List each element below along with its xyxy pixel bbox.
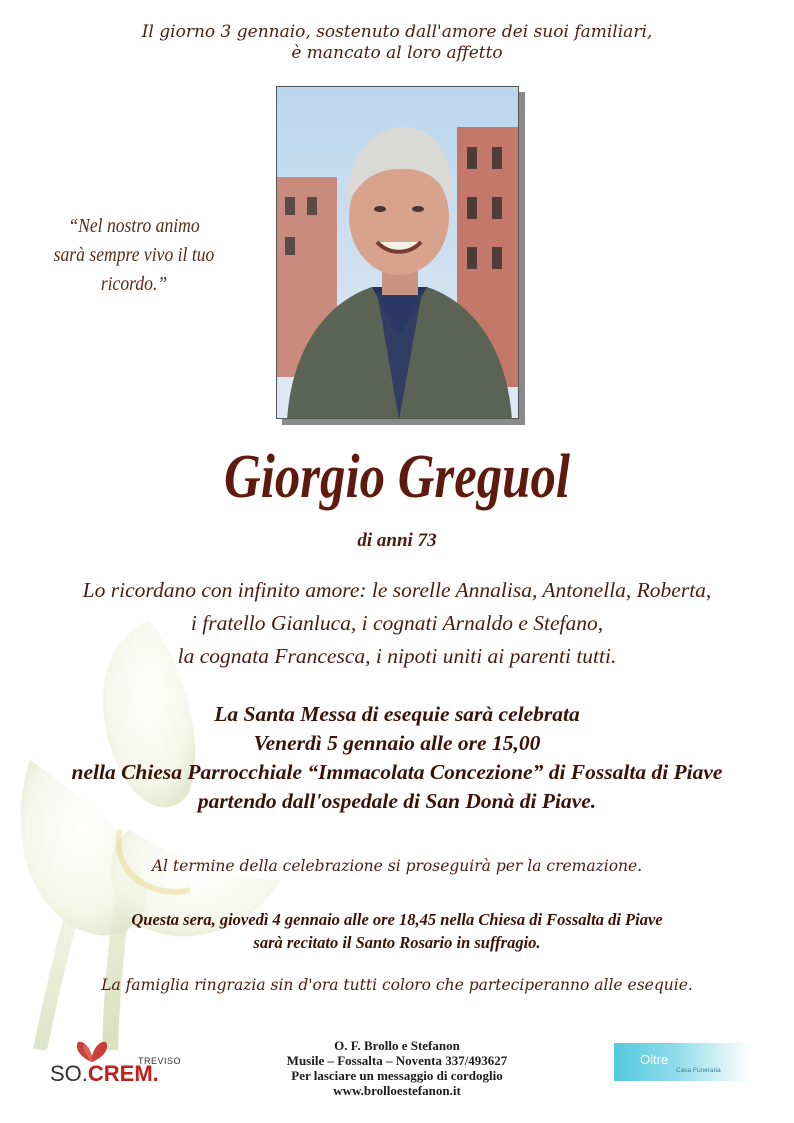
rosary-section — [0, 908, 794, 954]
family-thanks: La famiglia ringrazia sin d'ora tutti coloro che parteciperanno alle esequie. — [101, 976, 693, 994]
rosary-line-1: Questa sera, giovedì 4 gennaio alle ore 18,45 nella Chiesa di Fossalta di Piave — [131, 910, 663, 929]
portrait-photo — [276, 86, 519, 419]
mass-line-1: La Santa Messa di esequie sarà celebrata — [214, 702, 580, 726]
funeral-home-website[interactable]: www.brolloestefanon.it — [333, 1083, 461, 1098]
socrem-logo — [50, 1040, 200, 1088]
relatives-section — [0, 574, 794, 673]
quote-line-1: “Nel nostro animo — [68, 215, 200, 237]
funeral-mass-section — [0, 700, 794, 816]
portrait-frame — [276, 86, 519, 419]
relatives-line-1: Lo ricordano con infinito amore: le sorelle Annalisa, Antonella, Roberta, — [82, 578, 712, 602]
mass-line-2: Venerdì 5 gennaio alle ore 15,00 — [253, 731, 541, 755]
header-line-1: Il giorno 3 gennaio, sostenuto dall'amore dei suoi familiari, — [141, 22, 653, 42]
deceased-age: di anni 73 — [357, 530, 437, 551]
oltre-subtitle: Casa Funeraria — [676, 1067, 721, 1074]
cremation-notice: Al termine della celebrazione si proseguirà per la cremazione. — [151, 857, 643, 875]
relatives-line-2: i fratello Gianluca, i cognati Arnaldo e Stefano, — [190, 611, 604, 635]
oltre-logo — [614, 1043, 752, 1081]
socrem-crem: CREM. — [87, 1061, 159, 1086]
relatives-line-3: la cognata Francesca, i nipoti uniti ai parenti tutti. — [177, 644, 617, 668]
announcement-header — [0, 22, 794, 64]
deceased-name: Giorgio Greguol — [223, 443, 571, 511]
quote-line-2: sarà sempre vivo il tuo ricordo.” — [53, 244, 215, 295]
funeral-home-locations: Musile – Fossalta – Noventa 337/493627 — [286, 1053, 508, 1068]
portrait-image — [277, 87, 519, 419]
socrem-wordmark — [50, 1062, 159, 1086]
oltre-name: Oltre — [640, 1052, 669, 1067]
socrem-treviso-label: TREVISO — [138, 1056, 182, 1066]
header-line-2: è mancato al loro affetto — [291, 43, 503, 63]
funeral-home-name: O. F. Brollo e Stefanon — [334, 1038, 460, 1053]
rosary-line-2: sarà recitato il Santo Rosario in suffragio. — [253, 933, 541, 952]
mass-line-3: nella Chiesa Parrocchiale “Immacolata Concezione” di Fossalta di Piave — [71, 760, 723, 784]
memorial-quote — [28, 212, 239, 299]
condolence-message-prompt: Per lasciare un messaggio di cordoglio — [291, 1068, 503, 1083]
socrem-so: SO. — [50, 1061, 88, 1086]
mass-line-4: partendo dall'ospedale di San Donà di Piave. — [197, 789, 597, 813]
